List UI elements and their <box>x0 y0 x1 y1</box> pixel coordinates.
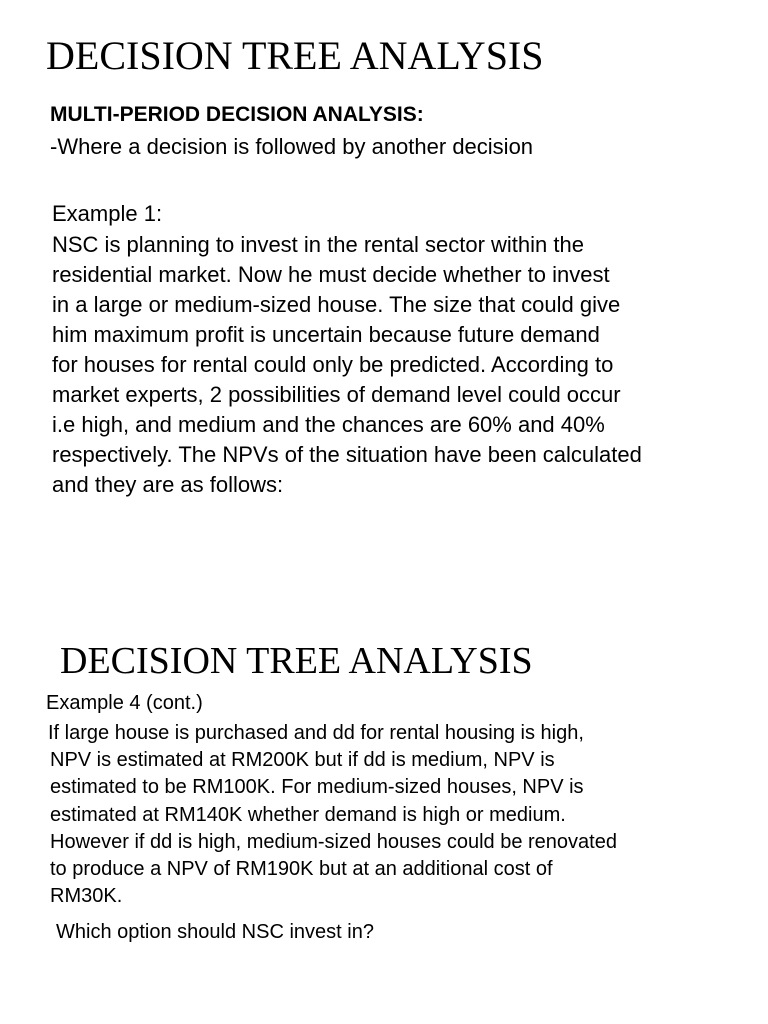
paragraph-line: estimated at RM140K whether demand is high or medium. <box>50 803 566 826</box>
paragraph-line: him maximum profit is uncertain because future demand <box>52 322 600 347</box>
example-4-paragraph <box>48 720 617 910</box>
paragraph-line: residential market. Now he must decide whether to invest <box>52 262 610 287</box>
example-1-paragraph <box>52 230 642 500</box>
multi-period-description: -Where a decision is followed by another decision <box>50 134 534 159</box>
example-1-label: Example 1: <box>52 201 163 226</box>
paragraph-line: and they are as follows: <box>52 472 284 497</box>
paragraph-line: for houses for rental could only be predicted. According to <box>52 352 614 377</box>
paragraph-line: RM30K. <box>50 885 123 908</box>
slide-1-title: DECISION TREE ANALYSIS <box>46 33 544 78</box>
slide-2-title: DECISION TREE ANALYSIS <box>60 640 533 682</box>
paragraph-line: NPV is estimated at RM200K but if dd is medium, NPV is <box>50 749 555 772</box>
example-4-label: Example 4 (cont.) <box>46 692 203 714</box>
paragraph-line: market experts, 2 possibilities of demand level could occur <box>52 382 621 407</box>
paragraph-line: NSC is planning to invest in the rental sector within the <box>52 232 584 257</box>
paragraph-line: i.e high, and medium and the chances are 60% and 40% <box>52 412 605 437</box>
question-text: Which option should NSC invest in? <box>56 921 374 943</box>
multi-period-heading: MULTI-PERIOD DECISION ANALYSIS: <box>50 103 424 126</box>
paragraph-line: estimated to be RM100K. For medium-sized houses, NPV is <box>50 776 584 799</box>
paragraph-line: If large house is purchased and dd for rental housing is high, <box>48 722 584 744</box>
paragraph-line: respectively. The NPVs of the situation have been calculated <box>52 442 642 467</box>
paragraph-line: However if dd is high, medium-sized houses could be renovated <box>50 830 617 853</box>
paragraph-line: to produce a NPV of RM190K but at an additional cost of <box>50 858 553 881</box>
paragraph-line: in a large or medium-sized house. The size that could give <box>52 292 621 317</box>
